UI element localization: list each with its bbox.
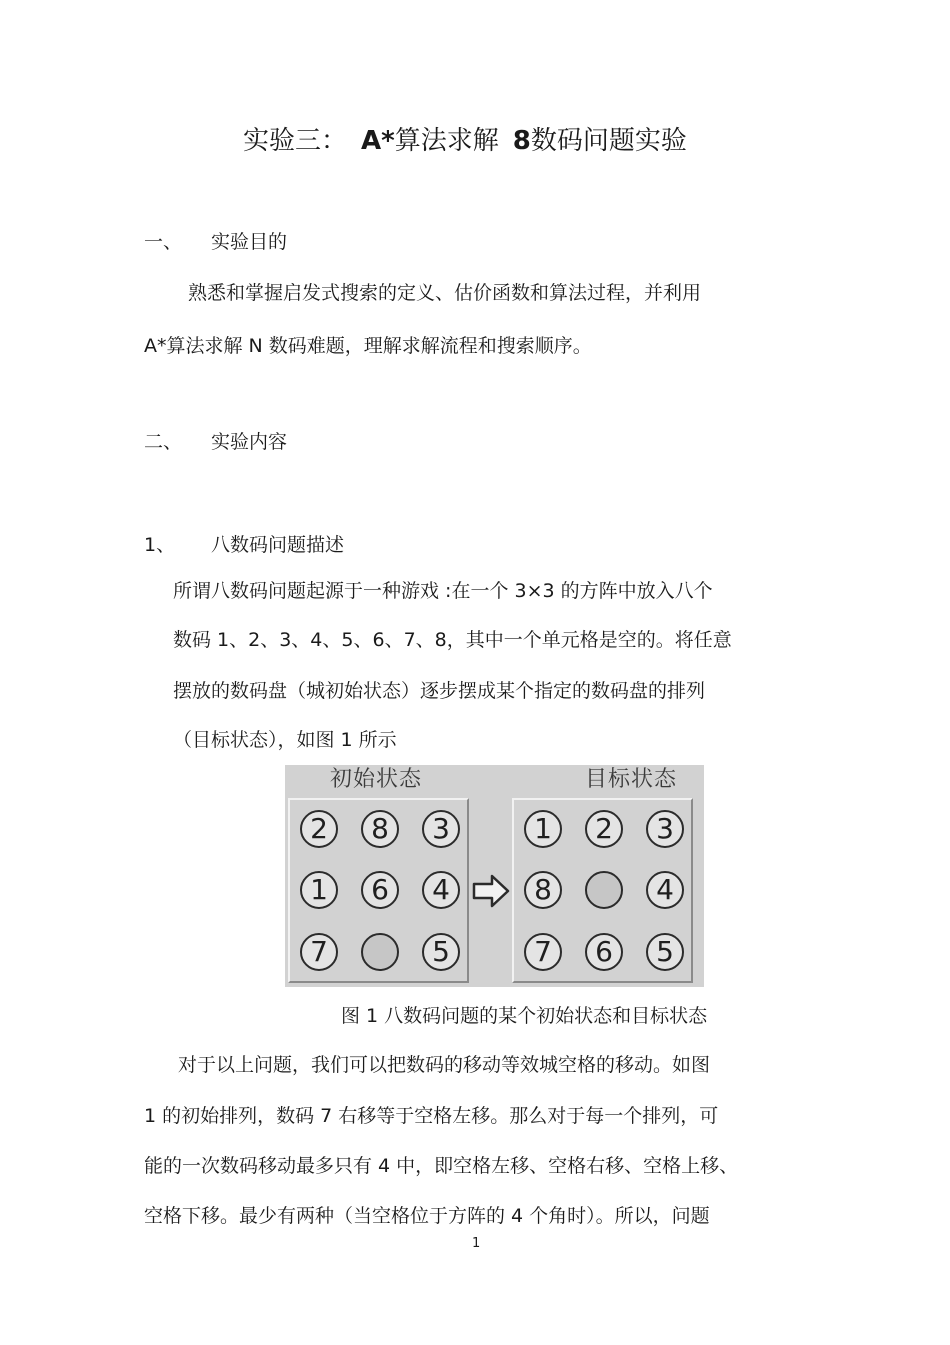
number-tile: 5	[422, 933, 460, 971]
title-eight: 8	[512, 126, 531, 156]
initial-state-board	[288, 798, 469, 983]
number-tile: 4	[646, 871, 684, 909]
goal-state-board	[512, 798, 693, 983]
section-1-line-1: 熟悉和掌握启发式搜索的定义、估价函数和算法过程，并利用	[188, 282, 702, 304]
paragraph-line-1: 对于以上问题，我们可以把数码的移动等效城空格的移动。如图	[178, 1054, 711, 1076]
number-tile: 5	[646, 933, 684, 971]
title-mid: 算法求解	[394, 126, 499, 156]
paragraph-line-2: 1 的初始排列，数码 7 右移等于空格左移。那么对于每一个排列，可	[144, 1105, 719, 1127]
number-tile: 7	[300, 933, 338, 971]
number-tile: 2	[585, 810, 623, 848]
number-tile: 6	[361, 871, 399, 909]
section-1-number: 一、	[144, 231, 183, 253]
section-2-heading: 实验内容	[211, 431, 288, 453]
puzzle-figure	[285, 765, 704, 987]
subsection-1-line-3: 摆放的数码盘（城初始状态）逐步摆成某个指定的数码盘的排列	[173, 680, 706, 702]
number-tile: 8	[361, 810, 399, 848]
number-tile: 2	[300, 810, 338, 848]
number-tile: 1	[524, 810, 562, 848]
section-2-number: 二、	[144, 431, 183, 453]
number-tile: 3	[646, 810, 684, 848]
section-1-line-2: A*算法求解 N 数码难题，理解求解流程和搜索顺序。	[144, 335, 592, 357]
number-tile: 1	[300, 871, 338, 909]
initial-state-label: 初始状态	[330, 767, 423, 792]
title-suffix: 数码问题实验	[530, 126, 687, 156]
page-number: 1	[472, 1236, 481, 1251]
title-prefix: 实验三：	[243, 126, 348, 156]
paragraph-line-3: 能的一次数码移动最多只有 4 中，即空格左移、空格右移、空格上移、	[144, 1155, 739, 1177]
goal-state-label: 目标状态	[585, 767, 678, 792]
number-tile: 6	[585, 933, 623, 971]
paragraph-line-4: 空格下移。最少有两种（当空格位于方阵的 4 个角时）。所以，问题	[144, 1205, 710, 1227]
right-arrow-icon	[472, 873, 510, 909]
number-tile: 4	[422, 871, 460, 909]
blank-tile	[585, 871, 623, 909]
subsection-1-number: 1、	[144, 534, 176, 556]
subsection-1-heading: 八数码问题描述	[211, 534, 345, 556]
number-tile: 8	[524, 871, 562, 909]
subsection-1-line-2: 数码 1、2、3、4、5、6、7、8，其中一个单元格是空的。将任意	[173, 629, 732, 651]
blank-tile	[361, 933, 399, 971]
figure-caption: 图 1 八数码问题的某个初始状态和目标状态	[341, 1005, 708, 1027]
number-tile: 3	[422, 810, 460, 848]
document-title	[243, 128, 687, 154]
subsection-1-line-4: （目标状态），如图 1 所示	[173, 729, 397, 751]
section-1-heading: 实验目的	[211, 231, 288, 253]
number-tile: 7	[524, 933, 562, 971]
subsection-1-line-1: 所谓八数码问题起源于一种游戏 :在一个 3×3 的方阵中放入八个	[173, 580, 713, 602]
title-a-star: A*	[361, 126, 395, 156]
